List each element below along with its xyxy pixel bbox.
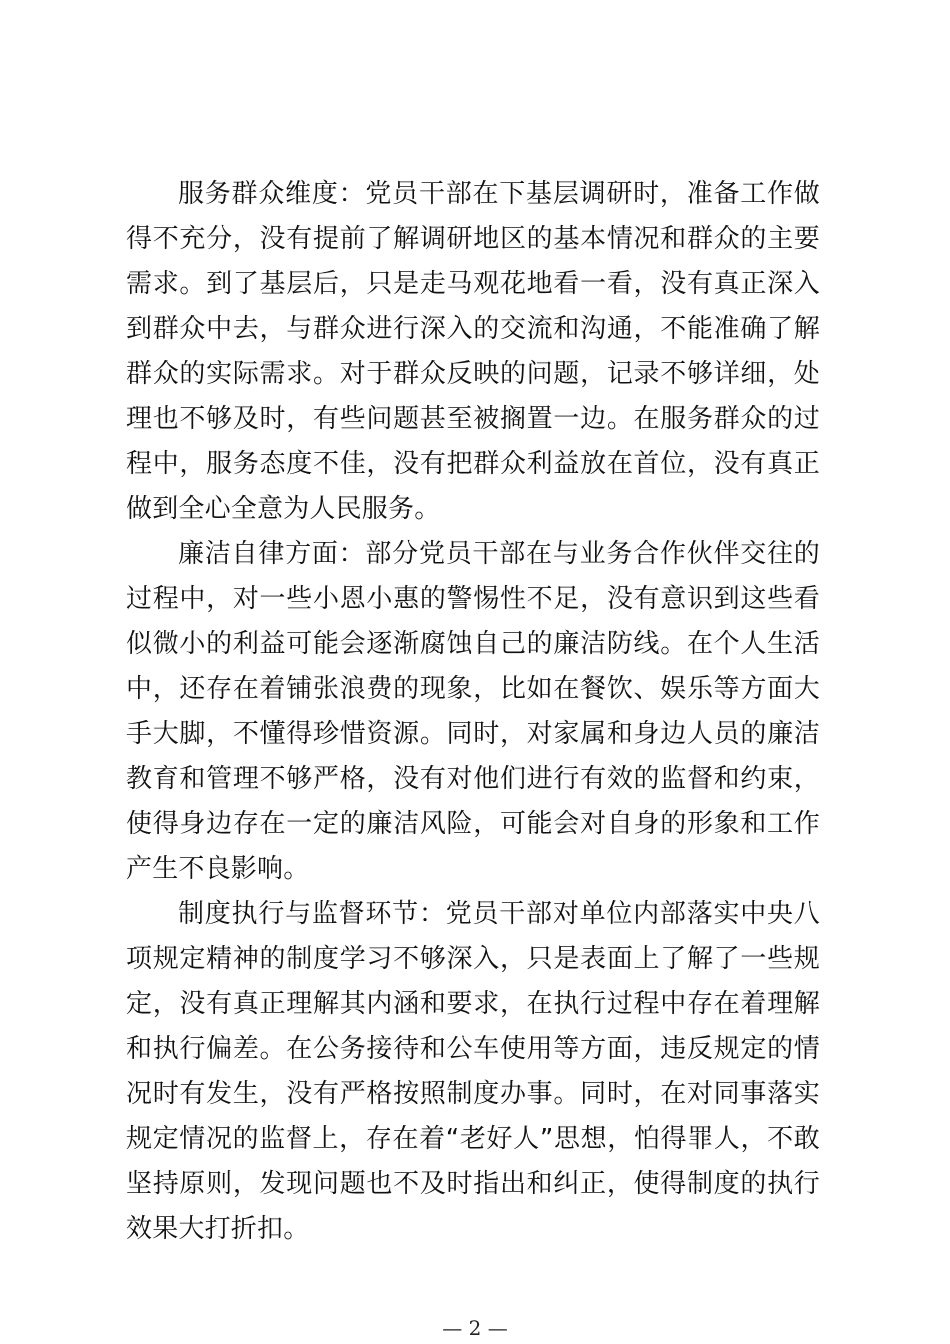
paragraph-system-execution-supervision: 制度执行与监督环节：党员干部对单位内部落实中央八项规定精神的制度学习不够深入，只是表面上了解了一些规定，没有真正理解其内涵和要求，在执行过程中存在着理解和执行偏差。在公务接待和公车使用等方面，违反规定的情况时有发生，没有严格按照制度办事。同时，在对同事落实规定情况的监督上，存在着“老好人”思想，怕得罪人，不敢坚持原则，发现问题也不及时指出和纠正，使得制度的执行效果大打折扣。 bbox=[126, 899, 820, 1244]
document-body bbox=[126, 172, 820, 1252]
paragraph-service-masses: 服务群众维度：党员干部在下基层调研时，准备工作做得不充分，没有提前了解调研地区的基本情况和群众的主要需求。到了基层后，只是走马观花地看一看，没有真正深入到群众中去，与群众进行深入的交流和沟通，不能准确了解群众的实际需求。对于群众反映的问题，记录不够详细，处理也不够及时，有些问题甚至被搁置一边。在服务群众的过程中，服务态度不佳，没有把群众利益放在首位，没有真正做到全心全意为人民服务。 bbox=[126, 179, 820, 524]
paragraph-integrity-self-discipline: 廉洁自律方面：部分党员干部在与业务合作伙伴交往的过程中，对一些小恩小惠的警惕性不足，没有意识到这些看似微小的利益可能会逐渐腐蚀自己的廉洁防线。在个人生活中，还存在着铺张浪费的现象，比如在餐饮、娱乐等方面大手大脚，不懂得珍惜资源。同时，对家属和身边人员的廉洁教育和管理不够严格，没有对他们进行有效的监督和约束，使得身边存在一定的廉洁风险，可能会对自身的形象和工作产生不良影响。 bbox=[126, 539, 820, 884]
page-number: — 2 — bbox=[442, 1316, 508, 1340]
